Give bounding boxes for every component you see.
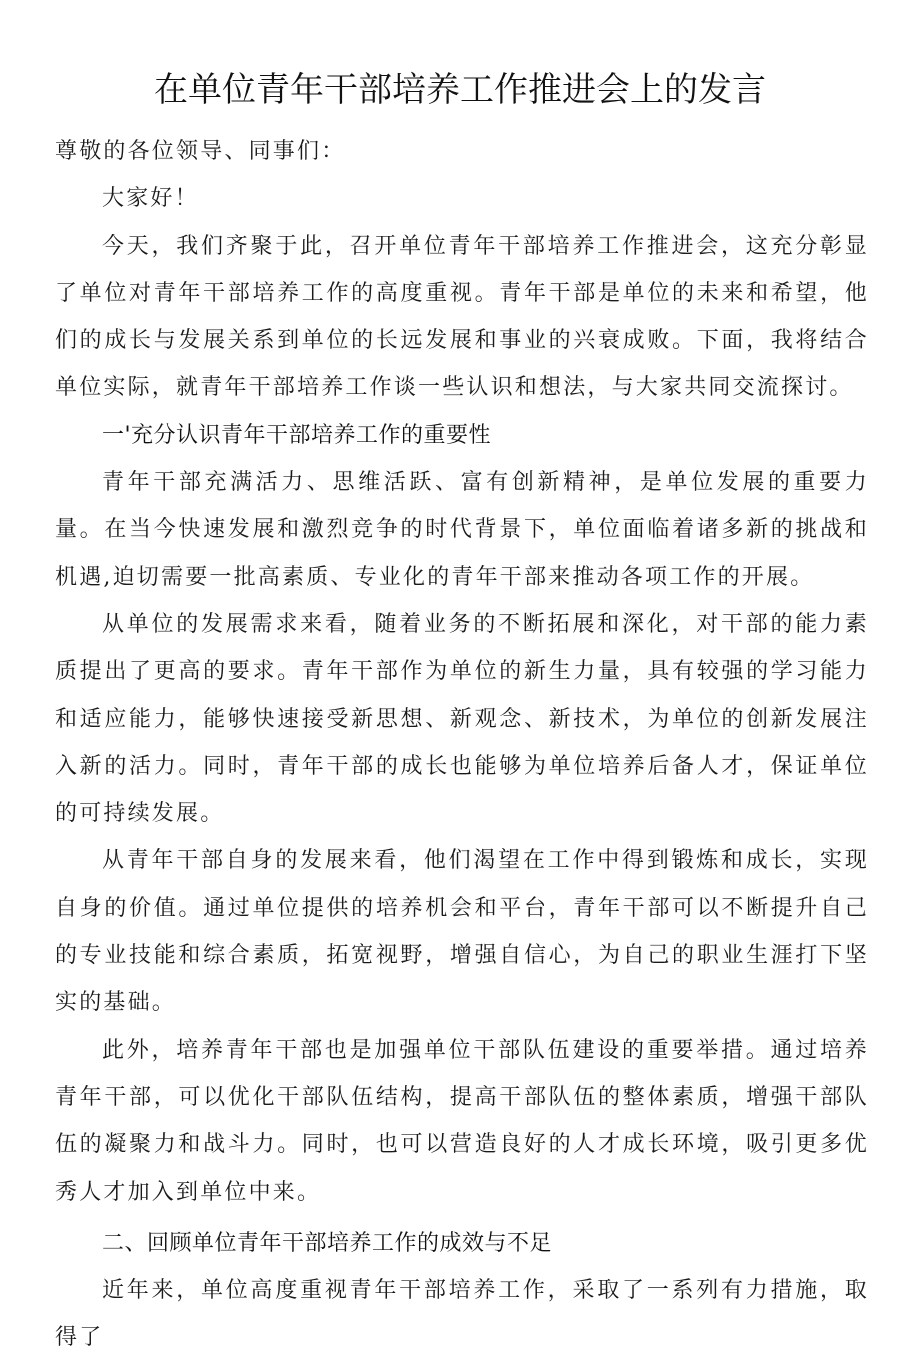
section1-paragraph: 从青年干部自身的发展来看，他们渴望在工作中得到锻炼和成长，实现自身的价值。通过单位提供的培养机会和平台，青年干部可以不断提升自己的专业技能和综合素质，拓宽视野，增强自信心，为自己的职业生涯打下坚实的基础。 <box>55 848 869 1016</box>
document-body <box>55 128 869 1362</box>
greeting: 大家好！ <box>102 186 199 212</box>
document-title: 在单位青年干部培养工作推进会上的发言 <box>154 70 766 110</box>
section1-paragraph: 青年干部充满活力、思维活跃、富有创新精神，是单位发展的重要力量。在当今快速发展和激烈竞争的时代背景下，单位面临着诸多新的挑战和机遇,迫切需要一批高素质、专业化的青年干部来推动各项工作的开展。 <box>55 470 869 590</box>
section1-paragraph: 从单位的发展需求来看，随着业务的不断拓展和深化，对干部的能力素质提出了更高的要求。青年干部作为单位的新生力量，具有较强的学习能力和适应能力，能够快速接受新思想、新观念、新技术，为单位的创新发展注入新的活力。同时，青年干部的成长也能够为单位培养后备人才，保证单位的可持续发展。 <box>55 611 869 827</box>
salutation: 尊敬的各位领导、同事们： <box>55 139 346 164</box>
section2-paragraph: 近年来，单位高度重视青年干部培养工作，采取了一系列有力措施，取得了 <box>55 1278 869 1351</box>
section1-paragraph: 此外，培养青年干部也是加强单位干部队伍建设的重要举措。通过培养青年干部，可以优化干部队伍结构，提高干部队伍的整体素质，增强干部队伍的凝聚力和战斗力。同时，也可以营造良好的人才成长环境，吸引更多优秀人才加入到单位中来。 <box>55 1037 869 1205</box>
intro-paragraph: 今天，我们齐聚于此，召开单位青年干部培养工作推进会，这充分彰显了单位对青年干部培养工作的高度重视。青年干部是单位的未来和希望，他们的成长与发展关系到单位的长远发展和事业的兴衰成败。下面，我将结合单位实际，就青年干部培养工作谈一些认识和想法，与大家共同交流探讨。 <box>55 233 869 401</box>
section-heading-1: 一'充分认识青年干部培养工作的重要性 <box>102 422 492 448</box>
section-heading-2: 二、回顾单位青年干部培养工作的成效与不足 <box>102 1230 553 1256</box>
